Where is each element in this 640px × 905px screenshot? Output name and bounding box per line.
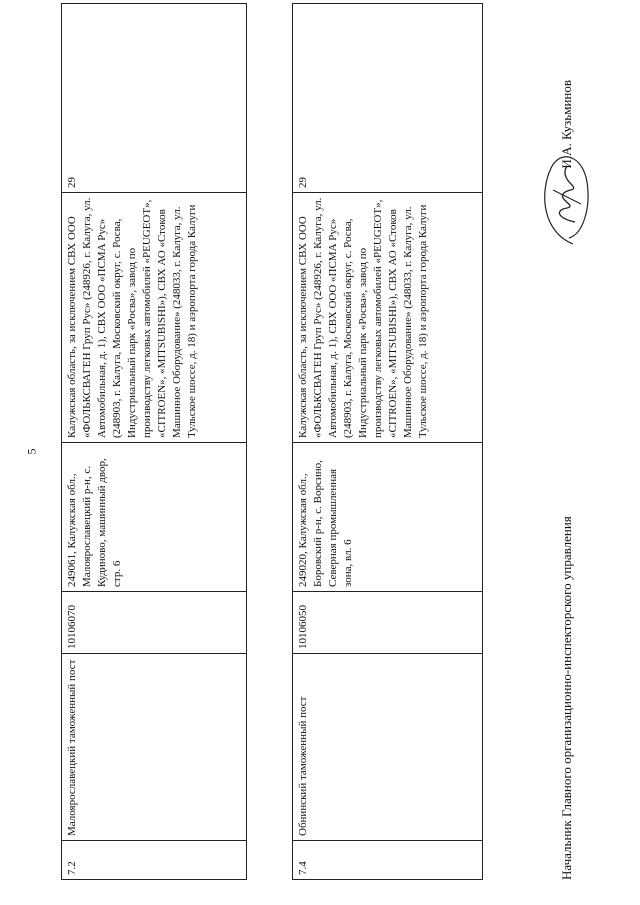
post-code: 10106070: [62, 592, 247, 654]
zone-description: Калужская область, за исключением СВХ ООО «ФОЛЬКСВАГЕН Груп Рус» (248926, г. Калуга, ул. Автомобильная, д. 1), СВХ ООО «ПСМА Рус» (248903, г. Калуга, Московский округ, с. Росва, Индустриальный парк «Росва», завод по производству легковых автомобилей «PEUGEOT», «CITROEN», «MITSUBISHI»), СВХ АО «Стоков Машинное Оборудование» (248033, г. Калуга, ул. Тульское шоссе, д. 18) и аэропорта города Калуги: [62, 193, 247, 443]
table-row: [62, 4, 247, 880]
post-code: 10106050: [293, 592, 483, 654]
row-number: 7.4: [293, 841, 483, 880]
post-name: Малоярославецкий таможенный пост: [62, 654, 247, 841]
customs-table-row-7-4: [292, 3, 483, 880]
zone-number: 29: [293, 4, 483, 193]
signature-block: [557, 58, 581, 880]
post-address: 249061, Калужская обл., Малоярославецкий р-н, с. Кудиново, машинный двор, стр. 6: [62, 443, 247, 592]
zone-description: Калужская область, за исключением СВХ ООО «ФОЛЬКСВАГЕН Груп Рус» (248926, г. Калуга, ул. Автомобильная, д. 1), СВХ ООО «ПСМА Рус» (248903, г. Калуга, Московский округ, с. Росва, Индустриальный парк «Росва», завод по производству легковых автомобилей «PEUGEOT», «CITROEN», «MITSUBISHI»), СВХ АО «Стоков Машинное Оборудование» (248033, г. Калуга, ул. Тульское шоссе, д. 18) и аэропорта города Калуги: [293, 193, 483, 443]
signatory-position: Начальник Главного организационно-инспекторского управления: [559, 516, 574, 880]
zone-number: 29: [62, 4, 247, 193]
signatory-name: И.А. Кузьминов: [559, 80, 574, 169]
rotated-page-content: [52, 58, 582, 880]
row-number: 7.2: [62, 841, 247, 880]
table-row: [293, 4, 483, 880]
customs-table-row-7-2: [61, 3, 247, 880]
post-name: Обнинский таможенный пост: [293, 654, 483, 841]
page-number: 5: [24, 448, 39, 455]
post-address: 249020, Калужская обл., Боровский р-н, с. Ворсино, Северная промышленная зона, вл. 6: [293, 443, 483, 592]
